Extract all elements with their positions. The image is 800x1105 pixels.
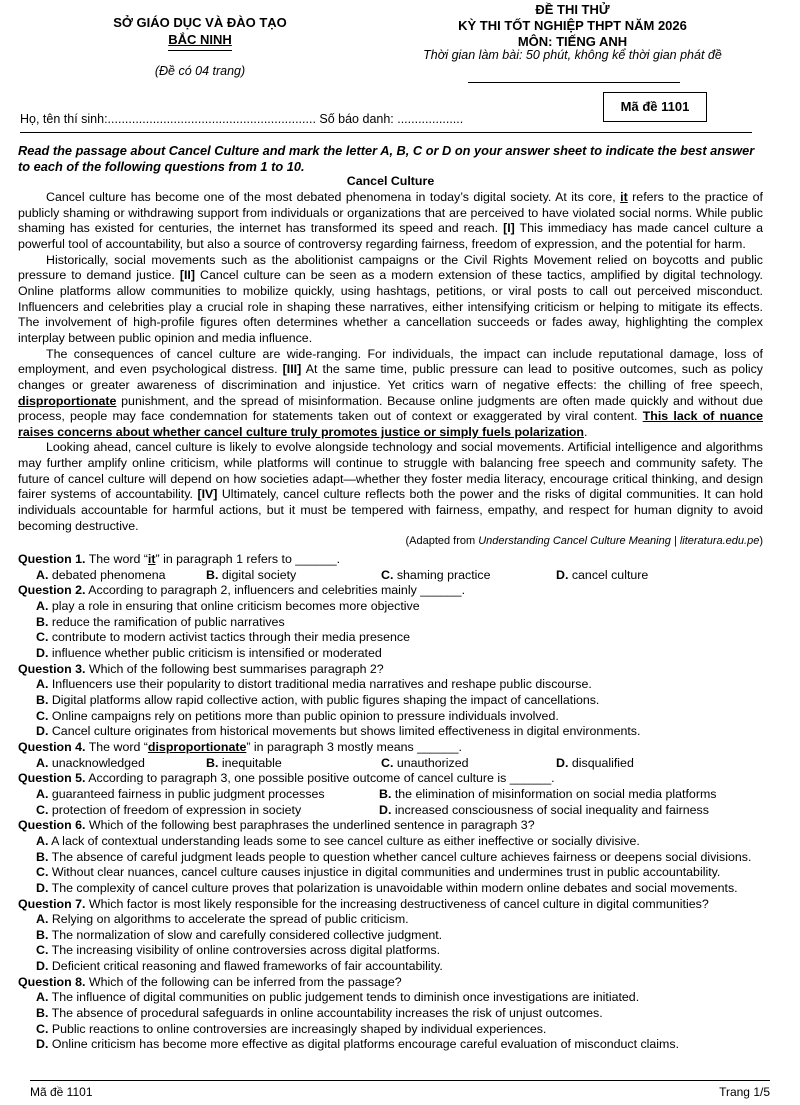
header-right <box>395 2 750 50</box>
option-c[interactable]: C. Without clear nuances, cancel culture causes injustice in digital communities and undermines trust in public accountability. <box>36 865 721 880</box>
question-1: Question 1. The word “it” in paragraph 1 refers to ______. A. debated phenomena B. digital society C. shaming practice D. cancel culture <box>18 552 763 583</box>
header-left <box>70 14 330 51</box>
student-info-line: Họ, tên thí sinh:............................................................ Số báo danh: ................... <box>20 112 464 126</box>
paragraph-2: Historically, social movements such as the abolitionist campaigns or the Civil Rights Movement relied on boycotts and public pressure to demand justice. [II] Cancel culture can be seen as a modern extension of these tactics, amplified by digital technology. Online platforms allow communities to mobilize quickly, using hashtags, petitions, or viral posts to call out perceived misconduct. Influencers and celebrities play a crucial role in shaping these narratives, either intensifying criticism or helping to mitigate its effects. The involvement of high-profile figures often determines whether a cancellation succeeds or fades away, highlighting the complex interplay between public opinion and media influence. <box>18 252 764 345</box>
option-a[interactable]: A. unacknowledged <box>36 755 145 770</box>
option-c[interactable]: C. contribute to modern activist tactics through their media presence <box>36 630 410 645</box>
page-number: Trang 1/5 <box>719 1085 770 1099</box>
question-6: Question 6. Which of the following best paraphrases the underlined sentence in paragraph 3? A. A lack of contextual understanding leads some to see cancel culture as either ineffective or socially divisive. B. The absence of careful judgment leads people to question whether cancel culture achieves fairness or deepens social divisions. C. Without clear nuances, cancel culture causes injustice in digital communities and undermines trust in public accountability. D. The complexity of cancel culture proves that polarization is unavoidable within modern online debates and social movements. <box>18 818 763 896</box>
option-d[interactable]: D. Online criticism has become more effective as digital platforms encourage careful evaluation of misconduct claims. <box>36 1037 680 1052</box>
question-8: Question 8. Which of the following can be inferred from the passage? A. The influence of digital communities on public judgement tends to diminish once investigations are initiated. B. The absence of procedural safeguards in online accountability increases the risk of unjust outcomes. C. Public reactions to online controversies are increasingly shaped by individual experiences. D. Online criticism has become more effective as digital platforms encourage careful evaluation of misconduct claims. <box>18 975 763 1053</box>
header-divider <box>468 82 680 83</box>
option-a[interactable]: A. The influence of digital communities on public judgement tends to diminish once investigations are initiated. <box>36 990 640 1005</box>
pages-note: (Đề có 04 trang) <box>154 64 246 78</box>
marker-1: [I] <box>503 221 515 236</box>
option-b[interactable]: B. inequitable <box>206 755 282 770</box>
exam-code-box: Mã đề 1101 <box>603 92 707 122</box>
option-c[interactable]: C. Online campaigns rely on petitions more than public opinion to pressure individuals involved. <box>36 708 559 723</box>
instruction: Read the passage about Cancel Culture and mark the letter A, B, C or D on your answer sheet to indicate the best answer to each of the following questions from 1 to 10. <box>18 143 755 174</box>
option-a[interactable]: A. guaranteed fairness in public judgment processes <box>36 786 325 801</box>
option-d[interactable]: D. disqualified <box>556 755 634 770</box>
option-b[interactable]: B. digital society <box>206 567 297 582</box>
option-a[interactable]: A. A lack of contextual understanding leads some to see cancel culture as either ineffective or socially divisive. <box>36 833 640 848</box>
question-3: Question 3. Which of the following best summarises paragraph 2? A. Influencers use their popularity to distort traditional media narratives and reshape public discourse. B. Digital platforms allow rapid collective action, with public figures shaping the impact of cancellations. C. Online campaigns rely on petitions more than public opinion to pressure individuals involved. D. Cancel culture originates from historical movements but shows limited effectiveness in digital environments. <box>18 662 763 740</box>
page-footer <box>30 1080 770 1099</box>
underlined-sentence: This lack of nuance raises concerns about whether cancel culture truly promotes justice or simply fuels polarization <box>18 409 763 439</box>
option-d[interactable]: D. increased consciousness of social inequality and fairness <box>379 802 709 817</box>
header-bottom-divider <box>20 132 752 133</box>
question-7: Question 7. Which factor is most likely responsible for the increasing destructiveness of cancel culture in digital communities? A. Relying on algorithms to accelerate the spread of public criticism. B. The normalization of slow and carefully considered collective judgment. C. The increasing visibility of online controversies across digital platforms. D. Deficient critical reasoning and flawed frameworks of fair accountability. <box>18 897 763 975</box>
paragraph-4: Looking ahead, cancel culture is likely to evolve alongside technology and social movements. Artificial intelligence and algorithms may further amplify online criticism, while platforms will continue to struggle with balancing free speech and community safety. The future of cancel culture will depend on how societies adapt—whether they foster media literacy, encourage critical thinking, and design fairer systems of accountability. [IV] Ultimately, cancel culture reflects both the power and the risks of digital communities. It can hold individuals accountable for harmful actions, but it must be tempered with fairness, empathy, and respect for human dignity to avoid becoming destructive. <box>18 440 764 533</box>
vocab-word: disproportionate <box>18 393 117 408</box>
subject: MÔN: TIẾNG ANH <box>517 34 628 49</box>
marker-2: [II] <box>179 268 195 283</box>
option-b[interactable]: B. The absence of careful judgment leads people to question whether cancel culture achieves fairness or deepens social divisions. <box>36 849 752 864</box>
time-note: Thời gian làm bài: 50 phút, không kể thời gian phát đề <box>423 48 722 62</box>
option-c[interactable]: C. unauthorized <box>381 755 469 770</box>
option-a[interactable]: A. Relying on algorithms to accelerate the spread of public criticism. <box>36 912 409 927</box>
option-b[interactable]: B. The absence of procedural safeguards in online accountability increases the risk of unjust outcomes. <box>36 1006 603 1021</box>
exam-type: ĐỀ THI THỬ <box>535 2 610 17</box>
option-d[interactable]: D. Cancel culture originates from historical movements but shows limited effectiveness in digital environments. <box>36 724 641 739</box>
option-d[interactable]: D. The complexity of cancel culture proves that polarization is unavoidable within modern online debates and social movements. <box>36 880 738 895</box>
option-a[interactable]: A. Influencers use their popularity to distort traditional media narratives and reshape public discourse. <box>36 677 592 692</box>
option-b[interactable]: B. reduce the ramification of public narratives <box>36 614 285 629</box>
province-name: BẮC NINH <box>168 31 232 51</box>
department-name: SỞ GIÁO DỤC VÀ ĐÀO TẠO <box>113 15 287 30</box>
exam-name: KỲ THI TỐT NGHIỆP THPT NĂM 2026 <box>458 18 687 33</box>
option-c[interactable]: C. Public reactions to online controversies are increasingly shaped by individual experiences. <box>36 1021 547 1036</box>
option-b[interactable]: B. Digital platforms allow rapid collective action, with public figures shaping the impact of cancellations. <box>36 692 600 707</box>
source-citation: (Adapted from Understanding Cancel Culture Meaning | literatura.edu.pe) <box>405 535 763 548</box>
option-d[interactable]: D. Deficient critical reasoning and flawed frameworks of fair accountability. <box>36 959 443 974</box>
option-a[interactable]: A. play a role in ensuring that online criticism becomes more objective <box>36 599 420 614</box>
option-d[interactable]: D. influence whether public criticism is intensified or moderated <box>36 646 382 660</box>
paragraph-3: The consequences of cancel culture are wide-ranging. For individuals, the impact can include reputational damage, loss of employment, and even psychological distress. [III] At the same time, public pressure can lead to positive outcomes, such as policy changes or greater awareness of discrimination and injustice. Yet critics warn of negative effects: the chilling of free speech, disproportionate punishment, and the spread of misinformation. Because online judgments are often made quickly and without due process, people may face condemnation for statements taken out of context or exaggerated by viral content. This lack of nuance raises concerns about whether cancel culture truly promotes justice or simply fuels polarization. <box>18 346 763 439</box>
footer-exam-code: Mã đề 1101 <box>30 1085 93 1099</box>
option-b[interactable]: B. the elimination of misinformation on social media platforms <box>379 786 717 801</box>
marker-4: [IV] <box>197 487 218 502</box>
question-5: Question 5. According to paragraph 3, one possible positive outcome of cancel culture is ______. A. guaranteed fairness in public judgment processes B. the elimination of misinformation on social media platforms C. protection of freedom of expression in society D. increased consciousness of social inequality and fairness <box>18 771 763 818</box>
option-b[interactable]: B. The normalization of slow and carefully considered collective judgment. <box>36 927 443 942</box>
option-d[interactable]: D. cancel culture <box>556 567 649 582</box>
paragraph-1: Cancel culture has become one of the most debated phenomena in today’s digital society. At its core, it refers to the practice of publicly shaming or withdrawing support from individuals or organizations that are perceived to have violated social norms. While public shaming has existed for centuries, the internet has transformed its speed and reach. [I] This immediacy has made cancel culture a powerful tool of accountability, but also a source of controversy regarding fairness, freedom of expression, and the potential for harm. <box>18 189 764 251</box>
passage-title: Cancel Culture <box>346 174 435 189</box>
question-4: Question 4. The word “disproportionate” in paragraph 3 mostly means ______. A. unacknowledged B. inequitable C. unauthorized D. disqualified <box>18 740 763 771</box>
referent-word: it <box>620 189 628 204</box>
exam-content <box>18 143 763 1053</box>
option-a[interactable]: A. debated phenomena <box>36 567 166 582</box>
question-2: Question 2. According to paragraph 2, influencers and celebrities mainly ______. A. play a role in ensuring that online criticism becomes more objective B. reduce the ramification of public narratives C. contribute to modern activist tactics through their media presence D. influence whether public criticism is intensified or moderated <box>18 583 763 661</box>
option-c[interactable]: C. shaming practice <box>381 567 491 582</box>
option-c[interactable]: C. protection of freedom of expression in society <box>36 802 302 817</box>
marker-3: [III] <box>282 362 302 377</box>
option-c[interactable]: C. The increasing visibility of online controversies across digital platforms. <box>36 943 441 958</box>
